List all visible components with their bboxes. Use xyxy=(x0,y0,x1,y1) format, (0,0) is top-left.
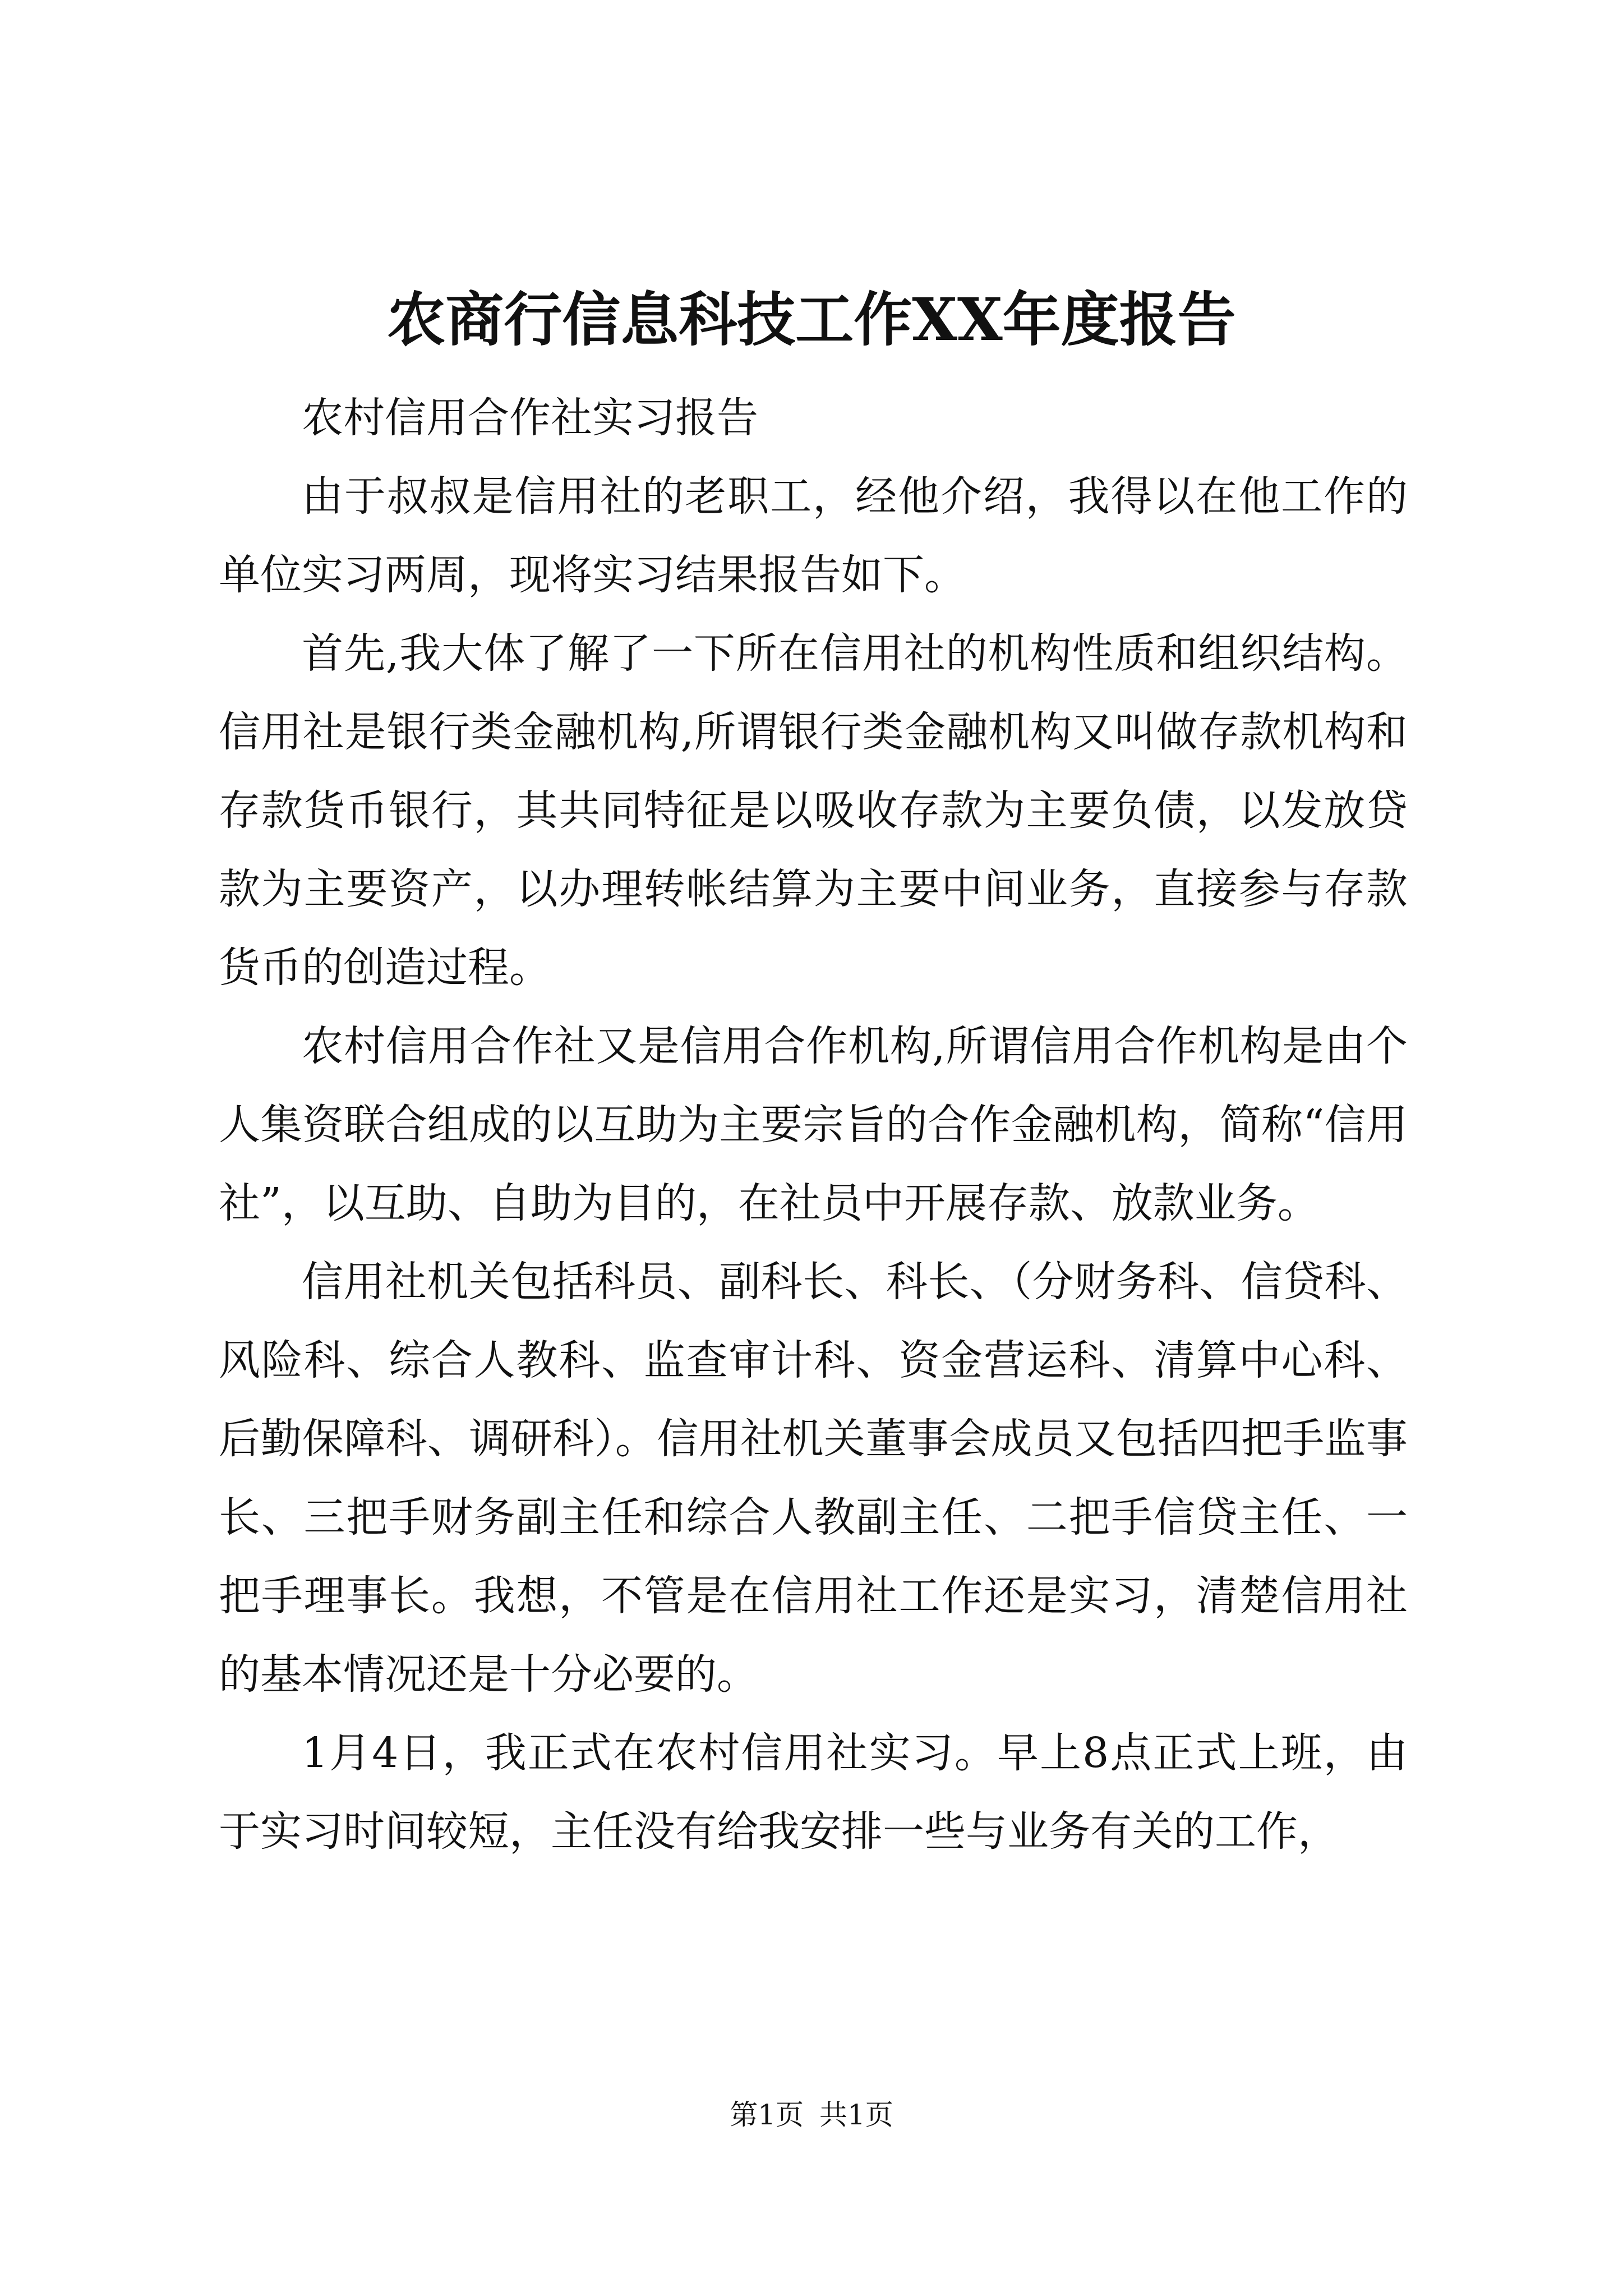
paragraph: 1月4日，我正式在农村信用社实习。早上8点正式上班，由于实习时间较短，主任没有给我安排一些与业务有关的工作， xyxy=(219,1729,1408,1856)
paragraph: 农村信用合作社实习报告 xyxy=(302,394,758,442)
page-total: 共1页 xyxy=(819,2099,893,2131)
document-body xyxy=(219,379,1408,1871)
paragraph: 由于叔叔是信用社的老职工，经他介绍，我得以在他工作的单位实习两周，现将实习结果报告如下。 xyxy=(219,472,1408,599)
paragraph: 首先,我大体了解了一下所在信用社的机构性质和组织结构。信用社是银行类金融机构,所谓银行类金融机构又叫做存款机构和存款货币银行，其共同特征是以吸收存款为主要负债，以发放贷款为主要资产，以办理转帐结算为主要中间业务，直接参与存款货币的创造过程。 xyxy=(219,629,1408,992)
paragraph: 信用社机关包括科员、副科长、科长、（分财务科、信贷科、风险科、综合人教科、监查审计科、资金营运科、清算中心科、后勤保障科、调研科）。信用社机关董事会成员又包括四把手监事长、三把手财务副主任和综合人教副主任、二把手信贷主任、一把手理事长。我想，不管是在信用社工作还是实习，清楚信用社的基本情况还是十分必要的。 xyxy=(219,1258,1408,1699)
paragraph: 农村信用合作社又是信用合作机构,所谓信用合作机构是由个人集资联合组成的以互助为主要宗旨的合作金融机构，简称“信用社”，以互助、自助为目的，在社员中开展存款、放款业务。 xyxy=(219,1022,1408,1227)
page-number: 第1页 xyxy=(730,2099,804,2131)
document-title: 农商行信息科技工作XX年度报告 xyxy=(387,285,1236,354)
page-footer xyxy=(0,2095,1623,2134)
